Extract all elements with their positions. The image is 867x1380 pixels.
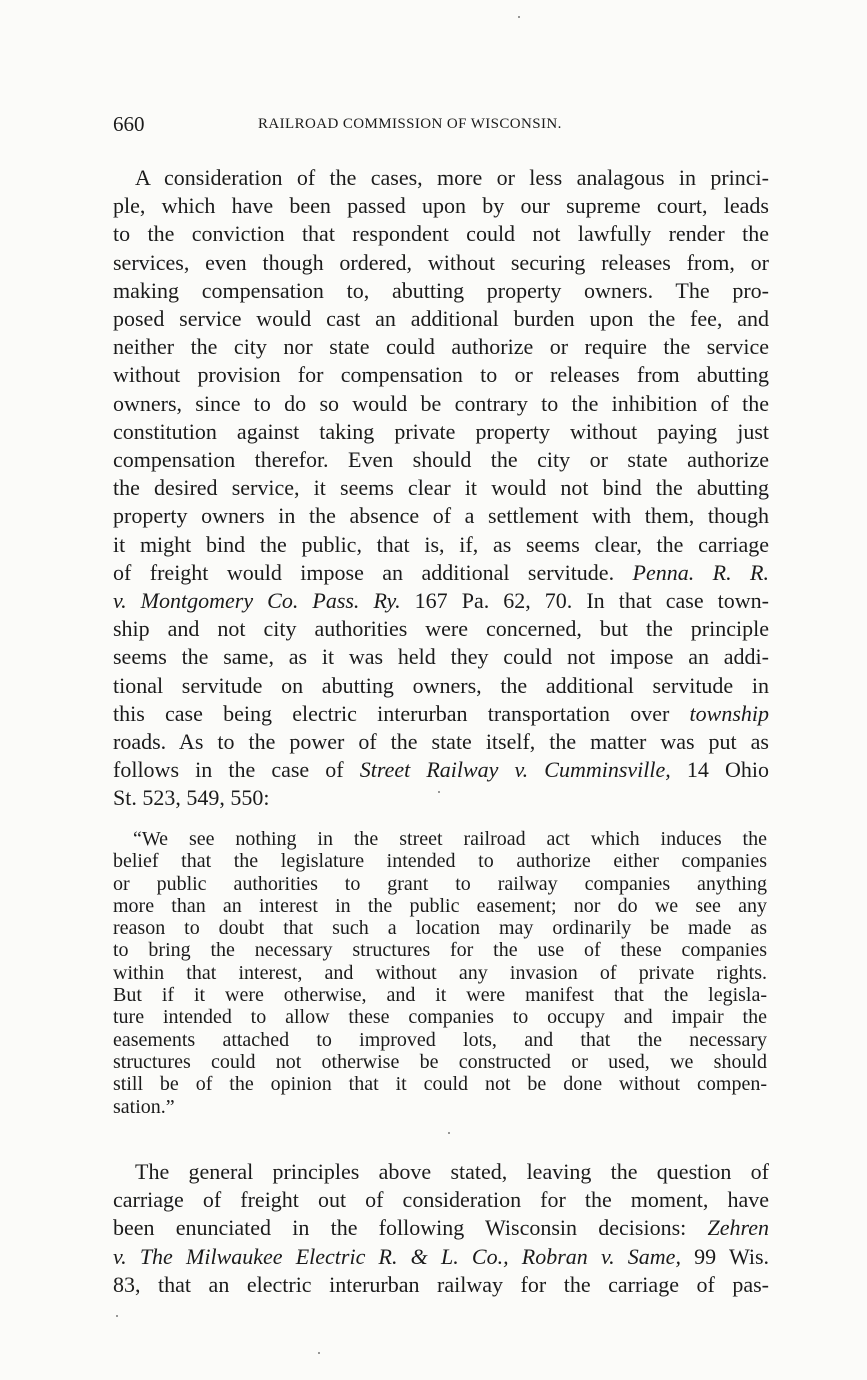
text-line: The general principles above stated, leaving the question of xyxy=(135,1159,769,1184)
quote-line: ture intended to allow these companies to occupy and impair the xyxy=(113,1006,767,1029)
text-line: posed service would cast an additional burden upon the fee, and xyxy=(113,306,769,332)
quote-line: within that interest, and without any invasion of private rights. xyxy=(113,961,767,984)
text-line: owners, since to do so would be contrary to the inhibition of the xyxy=(113,390,769,416)
case-citation: Penna. R. R. xyxy=(632,559,770,585)
quote-line: belief that the legislature intended to authorize either companies xyxy=(113,850,767,873)
text-line: St. 523, 549, 550: xyxy=(113,785,270,811)
text-line: it might bind the public, that is, if, as seems clear, the carriage xyxy=(113,531,769,557)
text-run: follows in the case of xyxy=(113,757,344,783)
quote-line: easements attached to improved lots, and that the necessary xyxy=(113,1028,767,1051)
text-run: 14 Ohio xyxy=(686,757,769,783)
quote-line: reason to doubt that such a location may ordinarily be made as xyxy=(113,917,767,940)
scan-speck xyxy=(116,1315,118,1317)
text-line: constitution against taking private property without paying just xyxy=(113,418,769,444)
text-line: services, even though ordered, without securing releases from, or xyxy=(113,249,769,275)
text-run: this case being electric interurban transportation over xyxy=(113,700,670,726)
paragraph-2 xyxy=(113,1158,769,1299)
case-citation: Zehren xyxy=(707,1215,769,1241)
text-line xyxy=(113,1243,769,1271)
running-head: RAILROAD COMMISSION OF WISCONSIN. xyxy=(258,116,562,132)
block-quote xyxy=(113,828,767,1118)
text-line: roads. As to the power of the state itself, the matter was put as xyxy=(113,729,769,755)
emphasis: township xyxy=(689,700,769,726)
scan-speck xyxy=(318,1352,320,1354)
text-line xyxy=(113,700,769,728)
scan-speck xyxy=(518,16,520,18)
text-line: neither the city nor state could authorize or require the service xyxy=(113,334,769,360)
quote-line: “We see nothing in the street railroad act which induces the xyxy=(133,828,767,850)
quote-line: to bring the necessary structures for the use of these companies xyxy=(113,939,767,962)
text-line: the desired service, it seems clear it would not bind the abutting xyxy=(113,475,769,501)
text-line: seems the same, as it was held they could not impose an addi- xyxy=(113,644,769,670)
text-line xyxy=(113,559,769,587)
text-line: 83, that an electric interurban railway for the carriage of pas- xyxy=(113,1271,769,1297)
text-run: 99 Wis. xyxy=(694,1243,770,1269)
quote-line: But if it were otherwise, and it were manifest that the legisla- xyxy=(113,984,767,1007)
case-citation: v. The Milwaukee Electric R. & L. Co., Robran v. Same, xyxy=(113,1243,681,1269)
paragraph-1 xyxy=(113,164,769,813)
text-line xyxy=(113,756,769,784)
text-line: carriage of freight out of consideration for the moment, have xyxy=(113,1187,769,1213)
text-line: ple, which have been passed upon by our supreme court, leads xyxy=(113,193,769,219)
quote-line: more than an interest in the public easement; nor do we see any xyxy=(113,894,767,917)
text-run: of freight would impose an additional servitude. xyxy=(113,559,615,585)
text-line: making compensation to, abutting property owners. The pro- xyxy=(113,277,769,303)
text-run: been enunciated in the following Wisconsin decisions: xyxy=(113,1215,687,1241)
text-line xyxy=(113,587,769,615)
quote-line: structures could not otherwise be constructed or used, we should xyxy=(113,1050,767,1073)
scan-speck xyxy=(448,1132,450,1134)
text-run: 167 Pa. 62, 70. In that case town- xyxy=(414,588,770,614)
text-line: compensation therefor. Even should the city or state authorize xyxy=(113,447,769,473)
text-line: without provision for compensation to or releases from abutting xyxy=(113,362,769,388)
text-line xyxy=(113,1214,769,1242)
text-line: A consideration of the cases, more or less analagous in princi- xyxy=(135,165,769,190)
text-line: property owners in the absence of a settlement with them, though xyxy=(113,503,769,529)
quote-line: or public authorities to grant to railway companies anything xyxy=(113,872,767,895)
text-line: tional servitude on abutting owners, the additional servitude in xyxy=(113,672,769,698)
scan-speck xyxy=(438,791,440,793)
quote-line: still be of the opinion that it could not be done without compen- xyxy=(113,1073,767,1096)
text-line: to the conviction that respondent could not lawfully render the xyxy=(113,221,769,247)
page-number: 660 xyxy=(113,112,145,136)
text-line: ship and not city authorities were concerned, but the principle xyxy=(113,616,769,642)
page-header xyxy=(113,112,773,140)
case-citation: v. Montgomery Co. Pass. Ry. xyxy=(113,588,401,614)
case-citation: Street Railway v. Cumminsville, xyxy=(359,757,671,783)
quote-line: sation.” xyxy=(113,1095,175,1118)
